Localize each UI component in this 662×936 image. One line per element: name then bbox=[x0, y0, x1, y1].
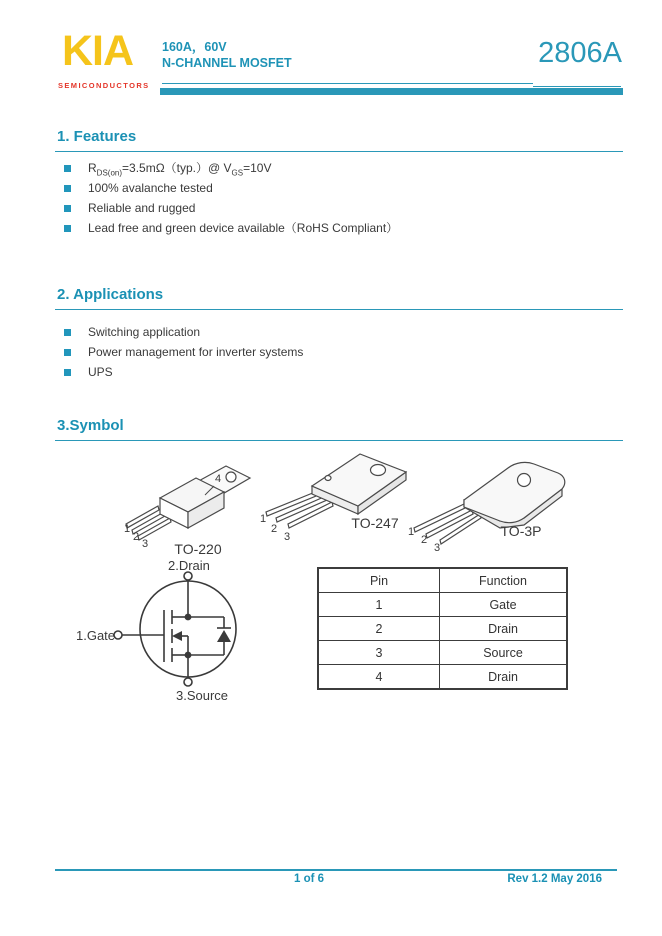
list-item bbox=[64, 181, 398, 201]
table-row bbox=[318, 641, 567, 665]
application-text: UPS bbox=[88, 365, 113, 379]
table-row bbox=[318, 665, 567, 690]
to-220-pin-label-4: 4 bbox=[214, 473, 222, 485]
to-3p-package-drawing bbox=[404, 452, 582, 560]
to-220-pin-label-2: 2 bbox=[132, 531, 140, 543]
to-220-package-name: TO-220 bbox=[174, 541, 222, 557]
list-item bbox=[64, 345, 303, 365]
header-rule-left bbox=[162, 83, 533, 84]
table-row bbox=[318, 593, 567, 617]
device-subtitle bbox=[162, 39, 292, 71]
to-3p-pin-label-1: 1 bbox=[407, 526, 415, 538]
list-item bbox=[64, 325, 303, 345]
bullet-icon bbox=[64, 349, 71, 356]
bullet-icon bbox=[64, 205, 71, 212]
bullet-icon bbox=[64, 225, 71, 232]
function-column-header: Function bbox=[440, 568, 568, 593]
function-cell: Drain bbox=[440, 665, 568, 690]
pin-function-table bbox=[317, 567, 568, 690]
header-rule-right bbox=[533, 86, 621, 87]
feature-text: Reliable and rugged bbox=[88, 201, 196, 215]
to-247-pin-label-3: 3 bbox=[283, 531, 291, 543]
to-247-pin-label-1: 1 bbox=[259, 513, 267, 525]
list-item bbox=[64, 221, 398, 241]
pin-cell: 1 bbox=[318, 593, 440, 617]
to-3p-pin-label-3: 3 bbox=[433, 542, 441, 554]
function-cell: Source bbox=[440, 641, 568, 665]
section-title-applications: 2. Applications bbox=[55, 286, 623, 310]
section-title-symbol: 3.Symbol bbox=[55, 417, 623, 441]
drain-terminal-label: 2.Drain bbox=[168, 558, 210, 573]
pin-column-header: Pin bbox=[318, 568, 440, 593]
feature-text: 100% avalanche tested bbox=[88, 181, 213, 195]
table-header-row bbox=[318, 568, 567, 593]
to-3p-package-name: TO-3P bbox=[500, 523, 542, 539]
list-item bbox=[64, 161, 398, 181]
to-220-pin-label-1: 1 bbox=[123, 523, 131, 535]
application-text: Switching application bbox=[88, 325, 201, 339]
function-cell: Gate bbox=[440, 593, 568, 617]
to-3p-pin-label-2: 2 bbox=[420, 534, 428, 546]
pin-cell: 4 bbox=[318, 665, 440, 690]
pin-cell: 2 bbox=[318, 617, 440, 641]
header-bar bbox=[160, 88, 623, 95]
bullet-icon bbox=[64, 165, 71, 172]
subtitle-device-type: N-CHANNEL MOSFET bbox=[162, 56, 292, 70]
footer-rule bbox=[55, 869, 617, 871]
subtitle-rating: 160A，60V bbox=[162, 40, 227, 54]
application-text: Power management for inverter systems bbox=[88, 345, 304, 359]
part-number: 2806A bbox=[538, 37, 622, 69]
to-247-package-name: TO-247 bbox=[351, 515, 399, 531]
to-247-package-drawing bbox=[256, 448, 421, 548]
source-terminal-label: 3.Source bbox=[176, 688, 229, 703]
page-number: 1 of 6 bbox=[294, 873, 325, 885]
feature-text: Lead free and green device available（RoHS Compliant） bbox=[88, 221, 399, 235]
semiconductors-label: SEMICONDUCTORS bbox=[58, 81, 150, 90]
gate-terminal-label: 1.Gate bbox=[76, 628, 116, 643]
table-row bbox=[318, 617, 567, 641]
to-220-package-drawing bbox=[110, 450, 260, 560]
section-title-features: 1. Features bbox=[55, 128, 623, 152]
features-list bbox=[64, 161, 398, 241]
list-item bbox=[64, 365, 303, 385]
feature-rds-text: $R_{DS(on)}=3.5m\Omega(typ.)@$ $V_{GS}=10V$ bbox=[88, 161, 272, 178]
kia-logo: KIA bbox=[62, 27, 134, 75]
mosfet-symbol-drawing bbox=[60, 552, 320, 707]
applications-list bbox=[64, 325, 303, 385]
pin-cell: 3 bbox=[318, 641, 440, 665]
list-item bbox=[64, 201, 398, 221]
bullet-icon bbox=[64, 369, 71, 376]
to-247-pin-label-2: 2 bbox=[270, 523, 278, 535]
to-220-pin-label-3: 3 bbox=[141, 538, 149, 550]
bullet-icon bbox=[64, 329, 71, 336]
revision-label: Rev 1.2 May 2016 bbox=[507, 873, 602, 885]
bullet-icon bbox=[64, 185, 71, 192]
function-cell: Drain bbox=[440, 617, 568, 641]
